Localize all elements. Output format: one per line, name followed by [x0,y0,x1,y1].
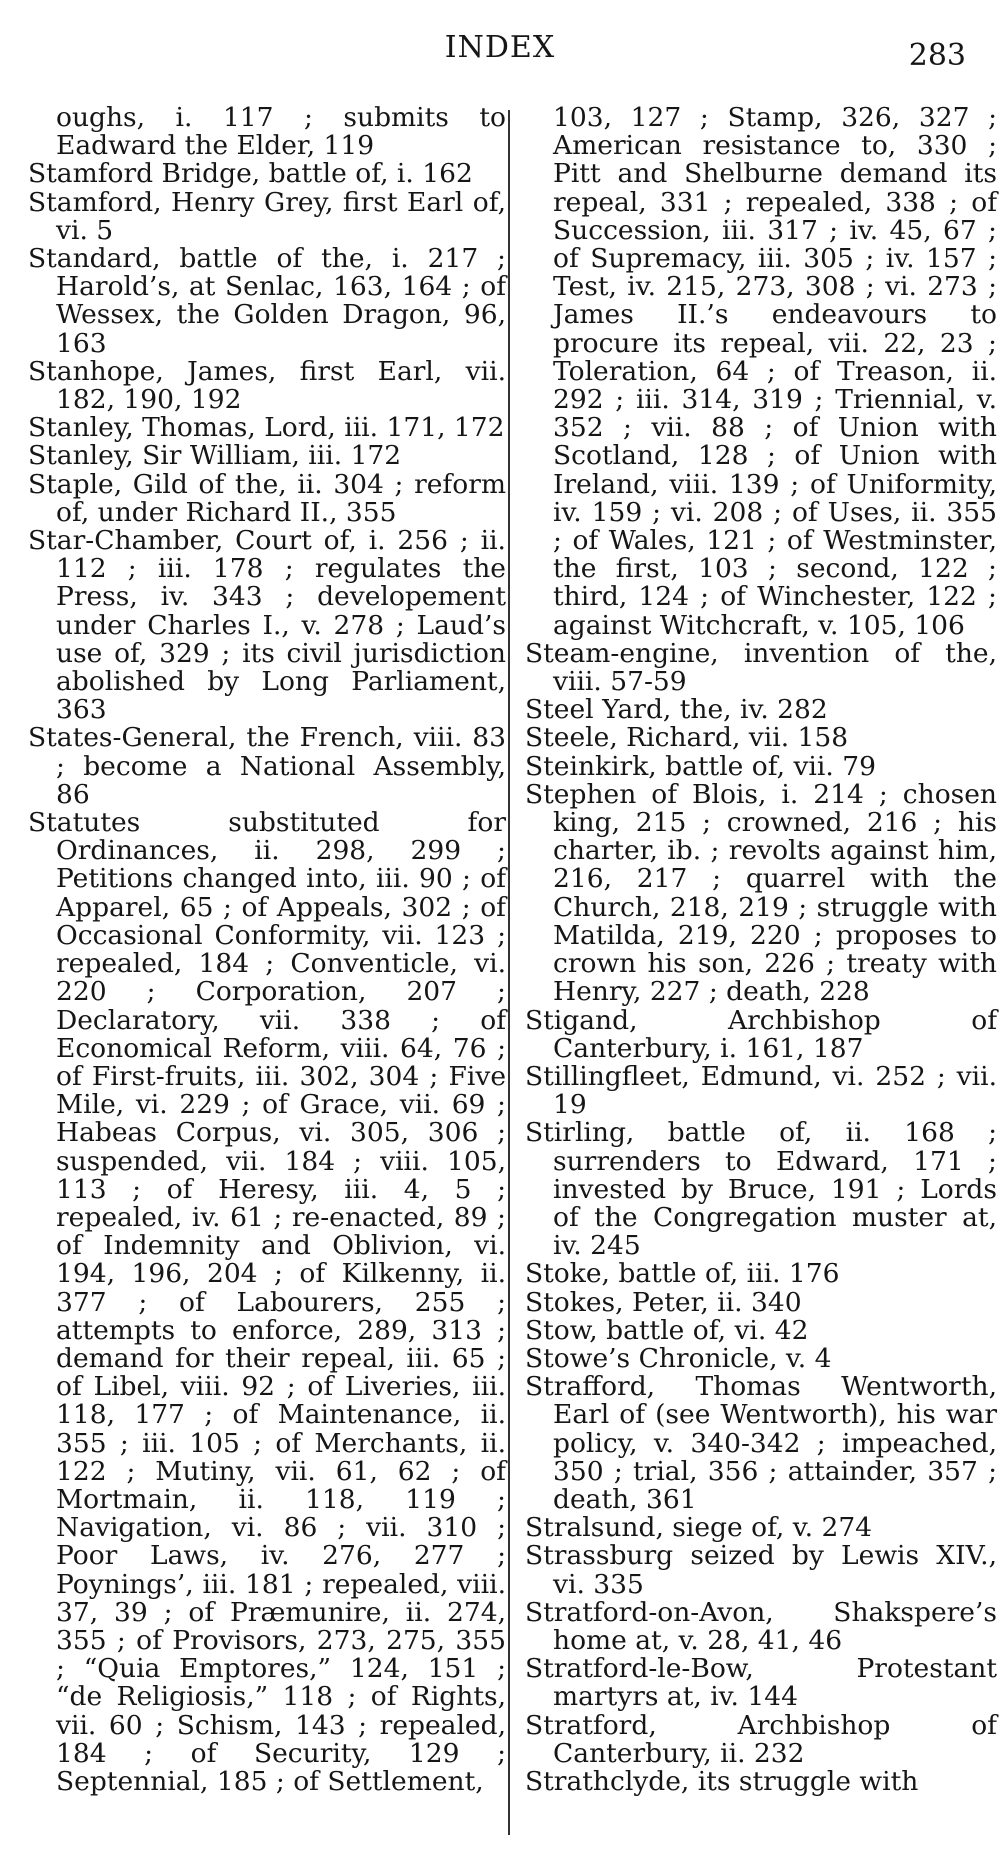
page-title: INDEX [444,30,556,65]
index-entry: Steel Yard, the, iv. 282 [525,694,828,726]
index-entry: Stoke, battle of, iii. 176 [525,1258,840,1290]
index-entry: Stamford Bridge, battle of, i. 162 [28,158,473,190]
index-entry: Strassburg seized by Lewis XIV., vi. 335 [525,1540,997,1600]
column-divider [508,110,510,1835]
index-entry: Stratford-le-Bow, Protestant martyrs at, iv. 144 [525,1653,997,1713]
index-entry: Steele, Richard, vii. 158 [525,722,849,754]
index-entry: Steam-engine, invention of the, viii. 57-59 [525,637,997,698]
index-entry: Stratford-on-Avon, Shakspere’s home at, v. 28, 41, 46 [525,1596,997,1656]
index-entry: Strafford, Thomas Wentworth, Earl of (see Wentworth), his war policy, v. 340-342 ; impeached, 350 ; trial, 356 ; attainder, 357 ; death, 361 [525,1371,997,1515]
right-column [525,104,997,1796]
index-entry: Stanley, Sir William, iii. 172 [28,440,402,472]
index-entry: Stirling, battle of, ii. 168 ; surrenders to Edward, 171 ; invested by Bruce, 191 ; Lords of the Congregation muster at, iv. 245 [525,1117,997,1262]
index-entry: Stralsund, siege of, v. 274 [525,1512,873,1544]
index-entry: Standard, battle of the, i. 217 ; Harold’s, at Senlac, 163, 164 ; of Wessex, the Golden Dragon, 96, 163 [28,243,506,359]
index-entry: Stamford, Henry Grey, first Earl of, vi. 5 [28,186,506,246]
index-entry: Stanhope, James, first Earl, vii. 182, 190, 192 [28,355,506,416]
page-number: 283 [908,38,966,73]
index-entry: Strathclyde, its struggle with [525,1765,919,1797]
index-entry: Stowe’s Chronicle, v. 4 [525,1342,832,1374]
index-entry: Statutes substituted for Ordinances, ii. 298, 299 ; Petitions changed into, iii. 90 ; of Apparel, 65 ; of Appeals, 302 ; of Occasional Conformity, vii. 123 ; repealed, 184 ; Conventicle, vi. 220 ; Corporation, 207 ; Declaratory, vii. 338 ; of Economical Reform, viii. 64, 76 ; of First-fruits, iii. 302, 304 ; Five Mile, vi. 229 ; of Grace, vii. 69 ; Habeas Corpus, vi. 305, 306 ; suspended, vii. 184 ; viii. 105, 113 ; of Heresy, iii. 4, 5 ; repealed, iv. 61 ; re-enacted, 89 ; of Indemnity and Oblivion, vi. 194, 196, 204 ; of Kilkenny, ii. 377 ; of Labourers, 255 ; attempts to enforce, 289, 313 ; demand for their repeal, iii. 65 ; of Libel, viii. 92 ; of Liveries, iii. 118, 177 ; of Maintenance, ii. 355 ; iii. 105 ; of Merchants, ii. 122 ; Mutiny, vii. 61, 62 ; of Mortmain, ii. 118, 119 ; Navigation, vi. 86 ; vii. 310 ; Poor Laws, iv. 276, 277 ; Poynings’, iii. 181 ; repealed, viii. 37, 39 ; of Præmunire, ii. 274, 355 ; of Provisors, 273, 275, 355 ; “Quia Emptores,” 124, 151 ; “de Religiosis,” 118 ; of Rights, vii. 60 ; Schism, 143 ; repealed, 184 ; of Security, 129 ; Septennial, 185 ; of Settlement, [28,807,506,1797]
page-header [0,30,1000,90]
index-entry: Stokes, Peter, ii. 340 [525,1286,802,1318]
left-column [28,104,506,1796]
index-entry: Steinkirk, battle of, vii. 79 [525,750,876,782]
index-entry: Stephen of Blois, i. 214 ; chosen king, 215 ; crowned, 216 ; his charter, ib. ; revolts against him, 216, 217 ; quarrel with the Church, 218, 219 ; struggle with Matilda, 219, 220 ; proposes to crown his son, 226 ; treaty with Henry, 227 ; death, 228 [525,778,997,1008]
index-entry: 103, 127 ; Stamp, 326, 327 ; American resistance to, 330 ; Pitt and Shelburne demand its repeal, 331 ; repealed, 338 ; of Succession, iii. 317 ; iv. 45, 67 ; of Supremacy, iii. 305 ; iv. 157 ; Test, iv. 215, 273, 308 ; vi. 273 ; James II.’s endeavours to procure its repeal, vii. 22, 23 ; Toleration, 64 ; of Treason, ii. 292 ; iii. 314, 319 ; Triennial, v. 352 ; vii. 88 ; of Union with Scotland, 128 ; of Union with Ireland, viii. 139 ; of Uniformity, iv. 159 ; vi. 208 ; of Uses, ii. 355 ; of Wales, 121 ; of Westminster, the first, 103 ; second, 122 ; third, 124 ; of Winchester, 122 ; against Witchcraft, v. 105, 106 [553,102,997,641]
index-entry: States-General, the French, viii. 83 ; become a National Assembly, 86 [28,722,506,810]
index-entry: Stratford, Archbishop of Canterbury, ii. 232 [525,1709,997,1769]
index-entry: Stigand, Archbishop of Canterbury, i. 161, 187 [525,1004,997,1064]
index-entry: Staple, Gild of the, ii. 304 ; reform of, under Richard II., 355 [28,468,506,528]
index-entry: Stillingfleet, Edmund, vi. 252 ; vii. 19 [525,1060,997,1121]
index-entry: oughs, i. 117 ; submits to Eadward the Elder, 119 [56,102,506,162]
index-entry: Stanley, Thomas, Lord, iii. 171, 172 [28,412,505,444]
index-entry: Star-Chamber, Court of, i. 256 ; ii. 112 ; iii. 178 ; regulates the Press, iv. 343 ; developement under Charles I., v. 278 ; Laud’s use of, 329 ; its civil jurisdiction abolished by Long Parliament, 363 [28,525,506,726]
index-entry: Stow, battle of, vi. 42 [525,1314,809,1346]
